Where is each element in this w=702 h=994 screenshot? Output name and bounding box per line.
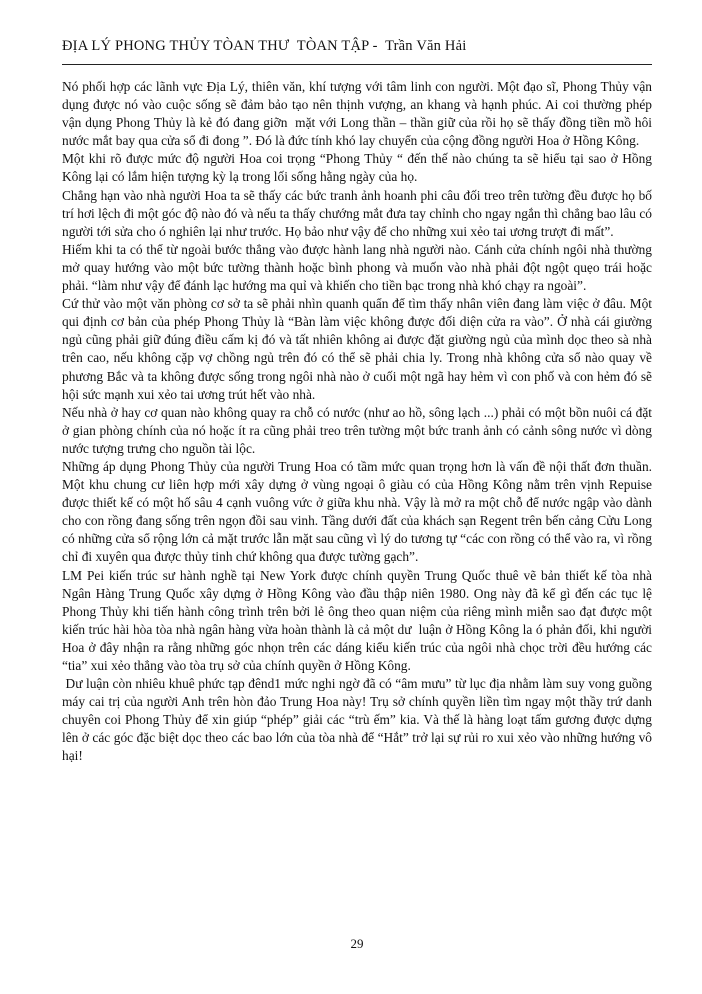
body-paragraph: Những áp dụng Phong Thủy của người Trung Hoa có tầm mức quan trọng hơn là vấn đề nội thất đơn thuần. Một khu chung cư liên hợp mới xây dựng ở vùng ngoại ô giàu có của Hồng Kông nằm trên vịnh Repuise được thiết kế có một hố sâu 4 cạnh vuông vức ở giữa khu nhà. Vậy là mở ra một chỗ để nước ngập vào dành cho con rồng đang sống trên ngọn đồi sau vinh. Tầng dưới đất của khách sạn Regent trên bến cảng Cửu Long có những cửa sổ rộng lớn cả mặt trước lẫn mặt sau cũng vì lý do tương tự “các con rồng có thể vào ra, vì rồng chỉ đi xuyên qua được thủy tinh chứ không qua được tường gạch”. bbox=[62, 458, 656, 565]
body-paragraph: Hiếm khi ta có thể từ ngoài bước thẳng vào được hành lang nhà người nào. Cánh cửa chính ngôi nhà thường mở quay hướng vào một bức tường thành hoặc bình phong và muốn vào nhà phải đột ngột quẹo trái hoặc phải. “làm như vậy để đánh lạc hướng ma quỉ và khiến cho tiền bạc trong nhà khó chạy ra ngoài”. bbox=[62, 241, 656, 294]
body-paragraph: Cứ thử vào một văn phòng cơ sở ta sẽ phải nhìn quanh quẩn để tìm thấy nhân viên đang làm việc ở đâu. Một qui định cơ bản của phép Phong Thủy là “Bàn làm việc không được đối diện cửa ra vào”. Ở nhà cái giường ngủ cũng phải giữ đúng điều cấm kị đó và tất nhiên không ai được đặt giường ngủ của mình dọc theo sà nhà trên cao, nếu không cặp vợ chồng ngủ trên đó có thể sẽ phải chia ly. Trong nhà không cửa sổ nào quay về phương Bắc và ta không được sống trong ngôi nhà nào ở cuối một ngã hay hẻm vì con phố và con hẻm đó sẽ hội sức mạnh xui xẻo tai ương trút hết vào nhà. bbox=[62, 296, 656, 402]
body-paragraph: Một khi rõ được mức độ người Hoa coi trọng “Phong Thủy “ đến thế nào chúng ta sẽ hiểu tại sao ở Hồng Kông lại có lắm hiện tượng kỳ lạ trong lối sống hằng ngày của họ. bbox=[62, 151, 656, 185]
body-paragraph: Dư luận còn nhiêu khuê phức tạp đênd1 mức nghi ngờ đã có “âm mưu” từ lục địa nhằm làm suy vong guồng máy cai trị của người Anh trên hòn đảo Trung Hoa này! Trụ sở chính quyền liền tìm ngay một thầy trứ danh chuyên coi Phong Thủy để xin giúp “phép” giải các “trù ếm” kia. Và thế là hàng loạt tấm gương được dựng lên ở các góc đặc biệt dọc theo các bao lớn của tòa nhà để “Hắt” trở lại sự rủi ro xui xẻo vào những hướng vô hại! bbox=[62, 676, 656, 764]
page-number: 29 bbox=[350, 936, 364, 951]
document-header bbox=[0, 0, 702, 65]
body-paragraph: Nếu nhà ở hay cơ quan nào không quay ra chỗ có nước (như ao hồ, sông lạch ...) phải có một bồn nuôi cá đặt ở gian phòng chính của nó hoặc ít ra cũng phải treo trên tường một bức tranh ảnh có cảnh sông nước vì dòng nước tượng trưng cho nguồn tài lộc. bbox=[62, 404, 656, 456]
document-body bbox=[62, 78, 656, 766]
header-divider bbox=[62, 64, 652, 65]
document-title: ĐỊA LÝ PHONG THỦY TÒAN THƯ TÒAN TẬP - Trần Văn Hải bbox=[62, 38, 467, 54]
body-paragraph: Chẳng hạn vào nhà người Hoa ta sẽ thấy các bức tranh ảnh hoanh phi câu đối treo trên tường đều được họ bố trí hơi lệch đi một góc độ nào đó và nếu ta thấy chướng mắt đưa tay chỉnh cho ngay ngắn thì chẳng bao lâu có người tới sửa cho ó nghiên lại như trước. Họ bảo như vậy để cho những xui xẻo tai ương trượt đi mất”. bbox=[62, 187, 656, 239]
body-paragraph: Nó phối hợp các lãnh vực Địa Lý, thiên văn, khí tượng với tâm linh con người. Một đạo sĩ, Phong Thủy vận dụng được nó vào cuộc sống sẽ đảm bảo tạo nên thịnh vượng, an khang và hạnh phúc. Ai coi thường phép vận dụng Phong Thủy là kẻ đó đang giỡn mặt với Long thần – thần giữ của rồi họ sẽ thấy đồng tiền mồ hôi nước mắt bay qua cửa sổ đi đong ”. Đó là đức tính khó lay chuyển của cộng đồng người Hoa ở Hồng Kông. bbox=[62, 79, 656, 149]
body-paragraph: LM Pei kiến trúc sư hành nghề tại New York được chính quyền Trung Quốc thuê vẽ bản thiết kế tòa nhà Ngân Hàng Trung Quốc xây dựng ở Hồng Kông vào đầu thập niên 1980. Ong này đã kể gì đến các tục lệ Phong Thủy khi tiến hành công trình trên bởi lẻ ông theo quan niệm của riêng mình miễn sao đạt được một kiến trúc hài hòa tòa nhà ngân hàng vừa hoàn thành là cả một dư luận ở Hồng Kông la ó phản đối, khi người Hoa ở đây nhận ra rằng những góc nhọn trên các dáng kiểu kiến trúc của ngôi nhà chọc trời đều hướng các “tia” xui xẻo thẳng vào tòa trụ sở của chính quyền ở Hồng Kông. bbox=[62, 567, 656, 673]
